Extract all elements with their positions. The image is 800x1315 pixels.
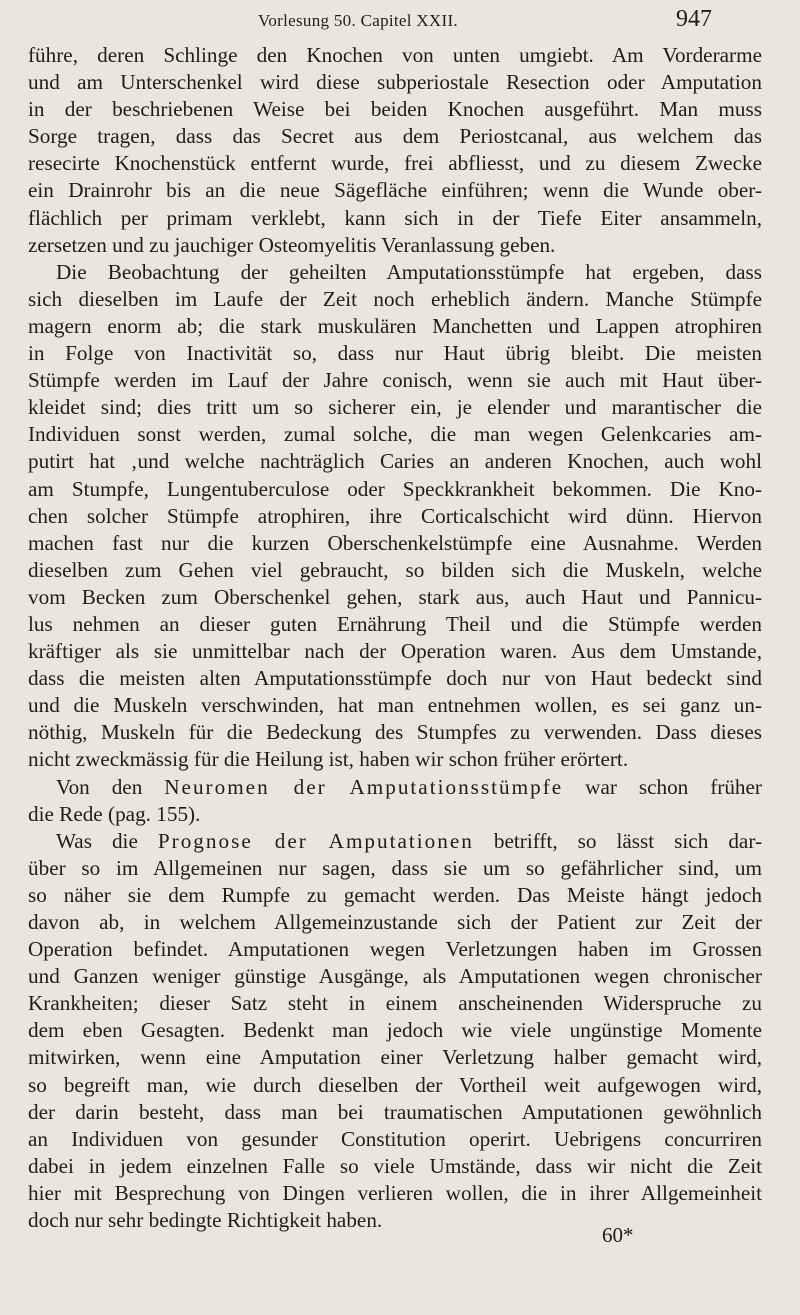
text-line: kleidet sind; dies tritt um so sicherer ein, je elender und marantischer die xyxy=(28,395,762,420)
text-line: Sorge tragen, dass das Secret aus dem Periostcanal, aus welchem das xyxy=(28,124,762,149)
text-line: dass die meisten alten Amputationsstümpfe doch nur von Haut bedeckt sind xyxy=(28,666,762,691)
text-line: lus nehmen an dieser guten Ernährung Theil und die Stümpfe werden xyxy=(28,611,762,636)
text-line: vom Becken zum Oberschenkel gehen, stark aus, auch Haut und Pannicu- xyxy=(28,584,762,609)
text-line: und am Unterschenkel wird diese subperiostale Resection oder Amputation xyxy=(28,70,762,95)
text-line: an Individuen von gesunder Constitution operirt. Uebrigens concurriren xyxy=(28,1126,762,1151)
text-line: am Stumpfe, Lungentuberculose oder Speckkrankheit bekommen. Die Kno- xyxy=(28,476,762,501)
text-line: nicht zweckmässig für die Heilung ist, haben wir schon früher erörtert. xyxy=(28,747,629,772)
text-line: chen solcher Stümpfe atrophiren, ihre Corticalschicht wird dünn. Hiervon xyxy=(28,503,762,528)
text-line-neuromen xyxy=(28,774,762,801)
signature-mark: 60* xyxy=(602,1223,634,1247)
text-line: so begreift man, wie durch dieselben der Vortheil weit aufgewogen wird, xyxy=(28,1072,762,1097)
text-line: in der beschriebenen Weise bei beiden Knochen ausgeführt. Man muss xyxy=(28,97,762,122)
text-line: sich dieselben im Laufe der Zeit noch erheblich ändern. Manche Stümpfe xyxy=(28,286,762,311)
text-line: Die Beobachtung der geheilten Amputationsstümpfe hat ergeben, dass xyxy=(56,259,762,284)
text-line: Krankheiten; dieser Satz steht in einem anscheinenden Widerspruche zu xyxy=(28,991,762,1016)
text-line: und Ganzen weniger günstige Ausgänge, als Amputationen wegen chronischer xyxy=(28,964,762,989)
spaced-term-prognose: Prognose der Amputationen xyxy=(157,828,474,853)
text-line: über so im Allgemeinen nur sagen, dass sie um so gefährlicher sind, um xyxy=(28,855,762,880)
text-line: machen fast nur die kurzen Oberschenkelstümpfe eine Ausnahme. Werden xyxy=(28,530,762,555)
text-line: der darin besteht, dass man bei traumatischen Amputationen gewöhnlich xyxy=(28,1099,762,1124)
text-line: davon ab, in welchem Allgemeinzustande sich der Patient zur Zeit der xyxy=(28,910,762,934)
text-line: resecirte Knochenstück entfernt wurde, frei abfliesst, und zu diesem Zwecke xyxy=(28,151,762,176)
lead-words: Was die xyxy=(56,828,138,853)
lead-words: Von den xyxy=(56,774,143,799)
text-line: in Folge von Inactivität so, dass nur Haut übrig bleibt. Die meisten xyxy=(28,341,762,366)
text-line: putirt hat ‚und welche nachträglich Caries an anderen Knochen, auch wohl xyxy=(28,449,762,474)
text-line: Stümpfe werden im Lauf der Jahre conisch, wenn sie auch mit Haut über- xyxy=(28,368,762,393)
text-line: zersetzen und zu jauchiger Osteomyelitis Veranlassung geben. xyxy=(28,232,556,257)
tail-words: war schon früher xyxy=(585,774,762,799)
spaced-term-neuromen: Neuromen der Amputationsstümpfe xyxy=(164,774,564,799)
body-text xyxy=(28,42,762,1234)
text-line: mitwirken, wenn eine Amputation einer Verletzung halber gemacht wird, xyxy=(28,1045,762,1070)
text-line: Individuen sonst werden, zumal solche, die man wegen Gelenkcaries am- xyxy=(28,422,762,447)
text-line: flächlich per primam verklebt, kann sich in der Tiefe Eiter ansammeln, xyxy=(28,205,762,230)
running-header xyxy=(258,6,712,34)
page-number: 947 xyxy=(676,6,712,32)
text-line: die Rede (pag. 155). xyxy=(28,801,201,826)
text-line: nöthig, Muskeln für die Bedeckung des Stumpfes zu verwenden. Dass dieses xyxy=(28,720,762,745)
text-line: Operation befindet. Amputationen wegen Verletzungen haben im Grossen xyxy=(28,937,762,962)
running-title: Vorlesung 50. Capitel XXII. xyxy=(258,11,458,30)
text-line: dem eben Gesagten. Bedenkt man jedoch wie viele ungünstige Momente xyxy=(28,1018,762,1043)
tail-words: betrifft, so lässt sich dar- xyxy=(493,828,763,853)
text-line: dieselben zum Gehen viel gebraucht, so bilden sich die Muskeln, welche xyxy=(28,557,762,582)
text-line: führe, deren Schlinge den Knochen von unten umgiebt. Am Vorderarme xyxy=(28,43,762,67)
text-line: magern enorm ab; die stark muskulären Manchetten und Lappen atrophiren xyxy=(28,313,762,338)
text-line: so näher sie dem Rumpfe zu gemacht werden. Das Meiste hängt jedoch xyxy=(28,882,762,907)
text-line: und die Muskeln verschwinden, hat man entnehmen wollen, es sei ganz un- xyxy=(28,693,762,718)
text-line: hier mit Besprechung von Dingen verlieren wollen, die in ihrer Allgemeinheit xyxy=(28,1180,762,1205)
text-line-prognose xyxy=(28,828,762,855)
text-line: dabei in jedem einzelnen Falle so viele Umstände, dass wir nicht die Zeit xyxy=(28,1153,762,1178)
text-line: ein Drainrohr bis an die neue Sägefläche einführen; wenn die Wunde ober- xyxy=(28,178,762,203)
text-line: doch nur sehr bedingte Richtigkeit haben. xyxy=(28,1208,383,1233)
text-line: kräftiger als sie unmittelbar nach der Operation waren. Aus dem Umstande, xyxy=(28,639,762,664)
